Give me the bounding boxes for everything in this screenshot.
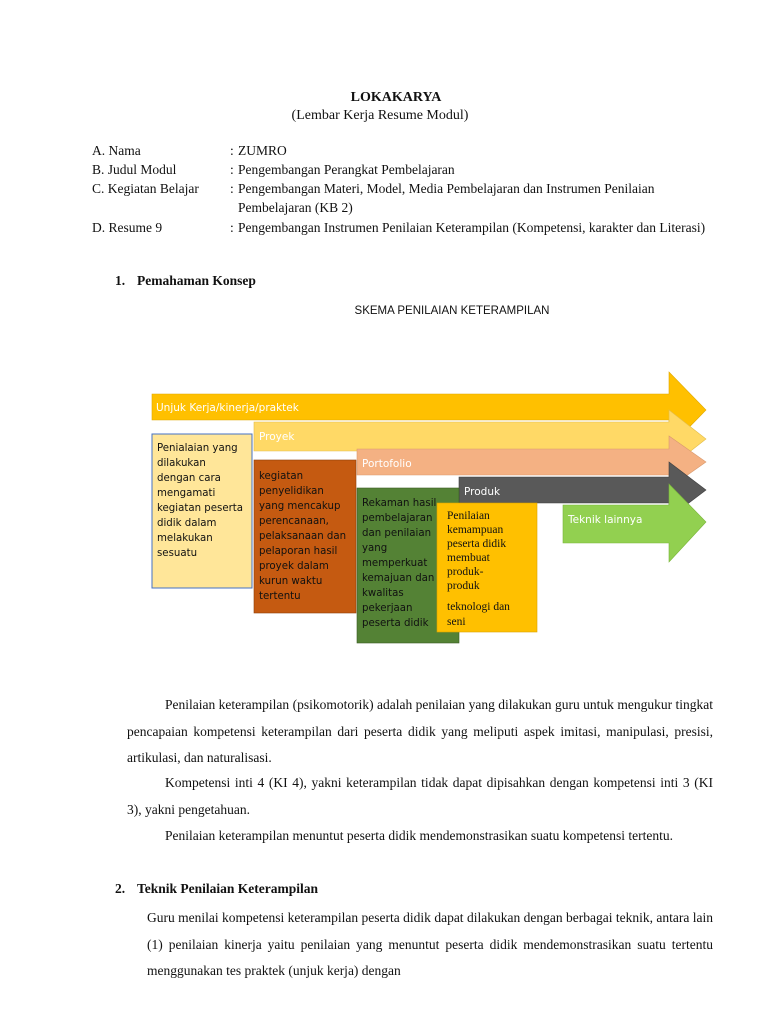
box-line: Rekaman hasil bbox=[362, 498, 437, 509]
box-line: pelaksanaan dan bbox=[259, 531, 347, 542]
meta-value: Pengembangan Instrumen Penilaian Keterampilan (Kompetensi, karakter dan Literasi) bbox=[238, 220, 706, 235]
arrow-label-teknik-lainnya: Teknik lainnya bbox=[568, 514, 643, 526]
box-line: teknologi dan bbox=[447, 601, 510, 613]
meta-label: C. Kegiatan Belajar bbox=[92, 181, 199, 196]
box-line: kemampuan bbox=[447, 524, 504, 536]
section-title: Pemahaman Konsep bbox=[137, 273, 256, 288]
paragraph-text: Penilaian keterampilan (psikomotorik) adalah penilaian yang dilakukan guru untuk mengukur tingkat pencapaian kompetensi keterampilan dari peserta didik yang meliputi aspek imitasi, manipulasi, presisi, artikulasi, dan naturalisasi. bbox=[127, 697, 713, 766]
box-line: yang mencakup bbox=[259, 501, 341, 512]
box-line: pelaporan hasil bbox=[259, 546, 338, 557]
box-line: seni bbox=[447, 616, 466, 628]
box-line: kwalitas bbox=[362, 588, 404, 599]
paragraph-text: Penilaian keterampilan menuntut peserta didik mendemonstrasikan suatu kompetensi tertentu. bbox=[165, 828, 673, 843]
box-line: peserta didik bbox=[362, 618, 429, 629]
box-line: sesuatu bbox=[157, 548, 198, 559]
box-line: kemajuan dan bbox=[362, 573, 435, 584]
paragraph-techniques bbox=[147, 905, 713, 985]
document-subtitle: (Lembar Kerja Resume Modul) bbox=[291, 108, 469, 123]
paragraph-demonstration bbox=[127, 823, 713, 850]
box-line: dengan cara bbox=[157, 473, 221, 484]
assessment-schema-diagram bbox=[0, 360, 768, 660]
box-line: membuat bbox=[447, 552, 490, 564]
box-line: proyek dalam bbox=[259, 561, 329, 572]
box-line: mengamati bbox=[157, 488, 216, 499]
paragraph-ki4 bbox=[127, 770, 713, 823]
schema-title: SKEMA PENILAIAN KETERAMPILAN bbox=[354, 305, 550, 317]
arrow-label-unjuk-kerja: Unjuk Kerja/kinerja/praktek bbox=[156, 402, 299, 414]
meta-label: B. Judul Modul bbox=[92, 162, 177, 177]
section-heading-2 bbox=[115, 881, 318, 897]
box-line: kegiatan peserta bbox=[157, 503, 244, 514]
box-line: yang bbox=[362, 543, 388, 554]
meta-label: A. Nama bbox=[92, 143, 141, 158]
section-heading-1 bbox=[115, 273, 256, 289]
section-title: Teknik Penilaian Keterampilan bbox=[137, 881, 319, 896]
meta-colon: : bbox=[230, 162, 234, 177]
arrow-label-proyek: Proyek bbox=[259, 431, 295, 443]
box-line: pekerjaan bbox=[362, 603, 413, 614]
paragraph-text: Guru menilai kompetensi keterampilan peserta didik dapat dilakukan dengan berbagai teknik, antara lain (1) penilaian kinerja yaitu penilaian yang menuntut peserta didik mendemonstrasikan suatu tertentu menggunakan tes praktek (unjuk kerja) dengan bbox=[147, 910, 713, 979]
arrow-label-produk: Produk bbox=[464, 486, 501, 498]
box-line: Penilaian bbox=[447, 510, 490, 522]
document-title: LOKAKARYA bbox=[350, 90, 442, 105]
box-line: tertentu bbox=[259, 591, 301, 602]
paragraph-definition bbox=[127, 692, 713, 772]
paragraph-text: Kompetensi inti 4 (KI 4), yakni keterampilan tidak dapat dipisahkan dengan kompetensi inti 3 (KI 3), yakni pengetahuan. bbox=[127, 775, 713, 817]
meta-label: D. Resume 9 bbox=[92, 220, 163, 235]
box-line: kurun waktu bbox=[259, 576, 323, 587]
meta-colon: : bbox=[230, 143, 234, 158]
meta-value: Pengembangan Materi, Model, Media Pembelajaran dan Instrumen Penilaian Pembelajaran (KB 2) bbox=[238, 181, 655, 215]
box-line: memperkuat bbox=[362, 558, 428, 569]
box-line: pembelajaran bbox=[362, 513, 433, 524]
box-line: kegiatan bbox=[259, 471, 304, 482]
box-line: melakukan bbox=[157, 533, 213, 544]
box-line: didik dalam bbox=[157, 518, 217, 529]
box-line: produk bbox=[447, 580, 480, 592]
box-line: Penialaian yang bbox=[157, 443, 238, 454]
meta-colon: : bbox=[230, 181, 234, 196]
box-line: peserta didik bbox=[447, 538, 507, 550]
box-line: penyelidikan bbox=[259, 486, 324, 497]
section-number: 1. bbox=[115, 273, 126, 288]
section-number: 2. bbox=[115, 881, 126, 896]
box-line: perencanaan, bbox=[259, 516, 329, 527]
meta-colon: : bbox=[230, 220, 234, 235]
meta-value: Pengembangan Perangkat Pembelajaran bbox=[238, 162, 455, 177]
arrow-label-portofolio: Portofolio bbox=[362, 458, 412, 470]
meta-value: ZUMRO bbox=[238, 143, 287, 158]
box-line: dilakukan bbox=[157, 458, 206, 469]
box-line: produk- bbox=[447, 566, 484, 578]
box-line: dan penilaian bbox=[362, 528, 432, 539]
